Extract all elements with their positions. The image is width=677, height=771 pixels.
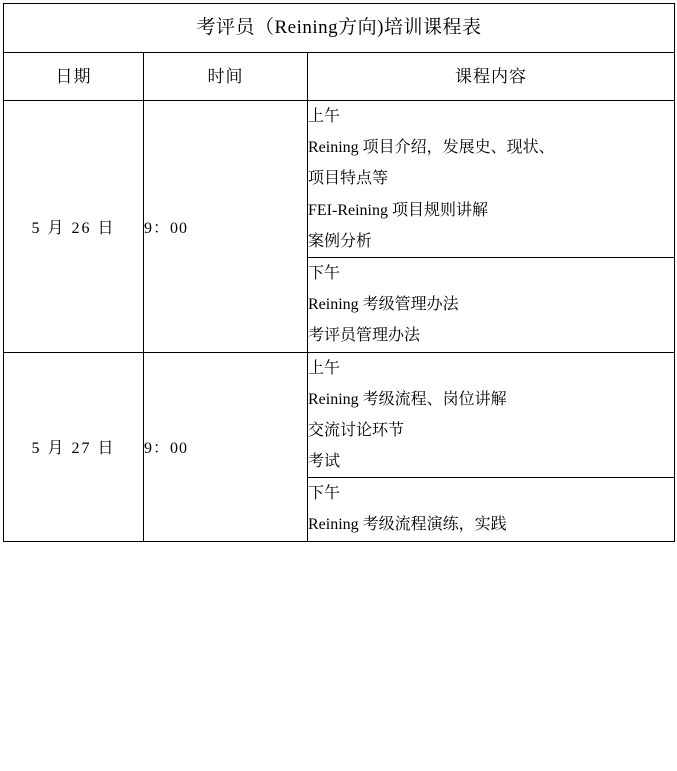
content-line: 上午 [308,108,341,125]
column-header-content: 课程内容 [308,53,675,101]
content-line: Reining 项目介绍，发展史、现状、 [308,139,555,157]
date-value-day1: 5 月 26 日 [4,101,144,353]
table-row [4,352,675,478]
column-header-date: 日期 [4,53,144,101]
content-line: Reining 考级管理办法 [308,296,459,314]
content-line: 下午 [308,264,341,282]
column-header-time: 时间 [144,53,308,101]
training-schedule-table [3,3,675,542]
content-line: 项目特点等 [308,170,389,188]
time-value-day2: 9：00 [144,352,308,541]
content-line: 交流讨论环节 [308,421,405,439]
content-line: 考评员管理办法 [308,327,421,345]
session-content-day1-morning [308,101,675,258]
content-line: FEI-Reining 项目规则讲解 [308,201,488,219]
content-line: Reining 考级流程、岗位讲解 [308,390,507,408]
date-value-day2: 5 月 27 日 [4,352,144,541]
table-header-row [4,53,675,101]
time-value-day1: 9：00 [144,101,308,353]
session-content-day2-morning [308,352,675,478]
page-title: 考评员（Reining方向)培训课程表 [4,4,675,53]
content-line: 考试 [308,453,341,471]
session-content-day1-afternoon [308,257,675,352]
session-content-day2-afternoon [308,478,675,541]
table-row [4,101,675,258]
document-page [0,3,677,771]
content-line: 下午 [308,485,341,503]
content-line: 案例分析 [308,232,373,250]
content-line: Reining 考级流程演练，实践 [308,516,507,534]
content-line: 上午 [308,359,341,377]
table-title-row [4,4,675,53]
